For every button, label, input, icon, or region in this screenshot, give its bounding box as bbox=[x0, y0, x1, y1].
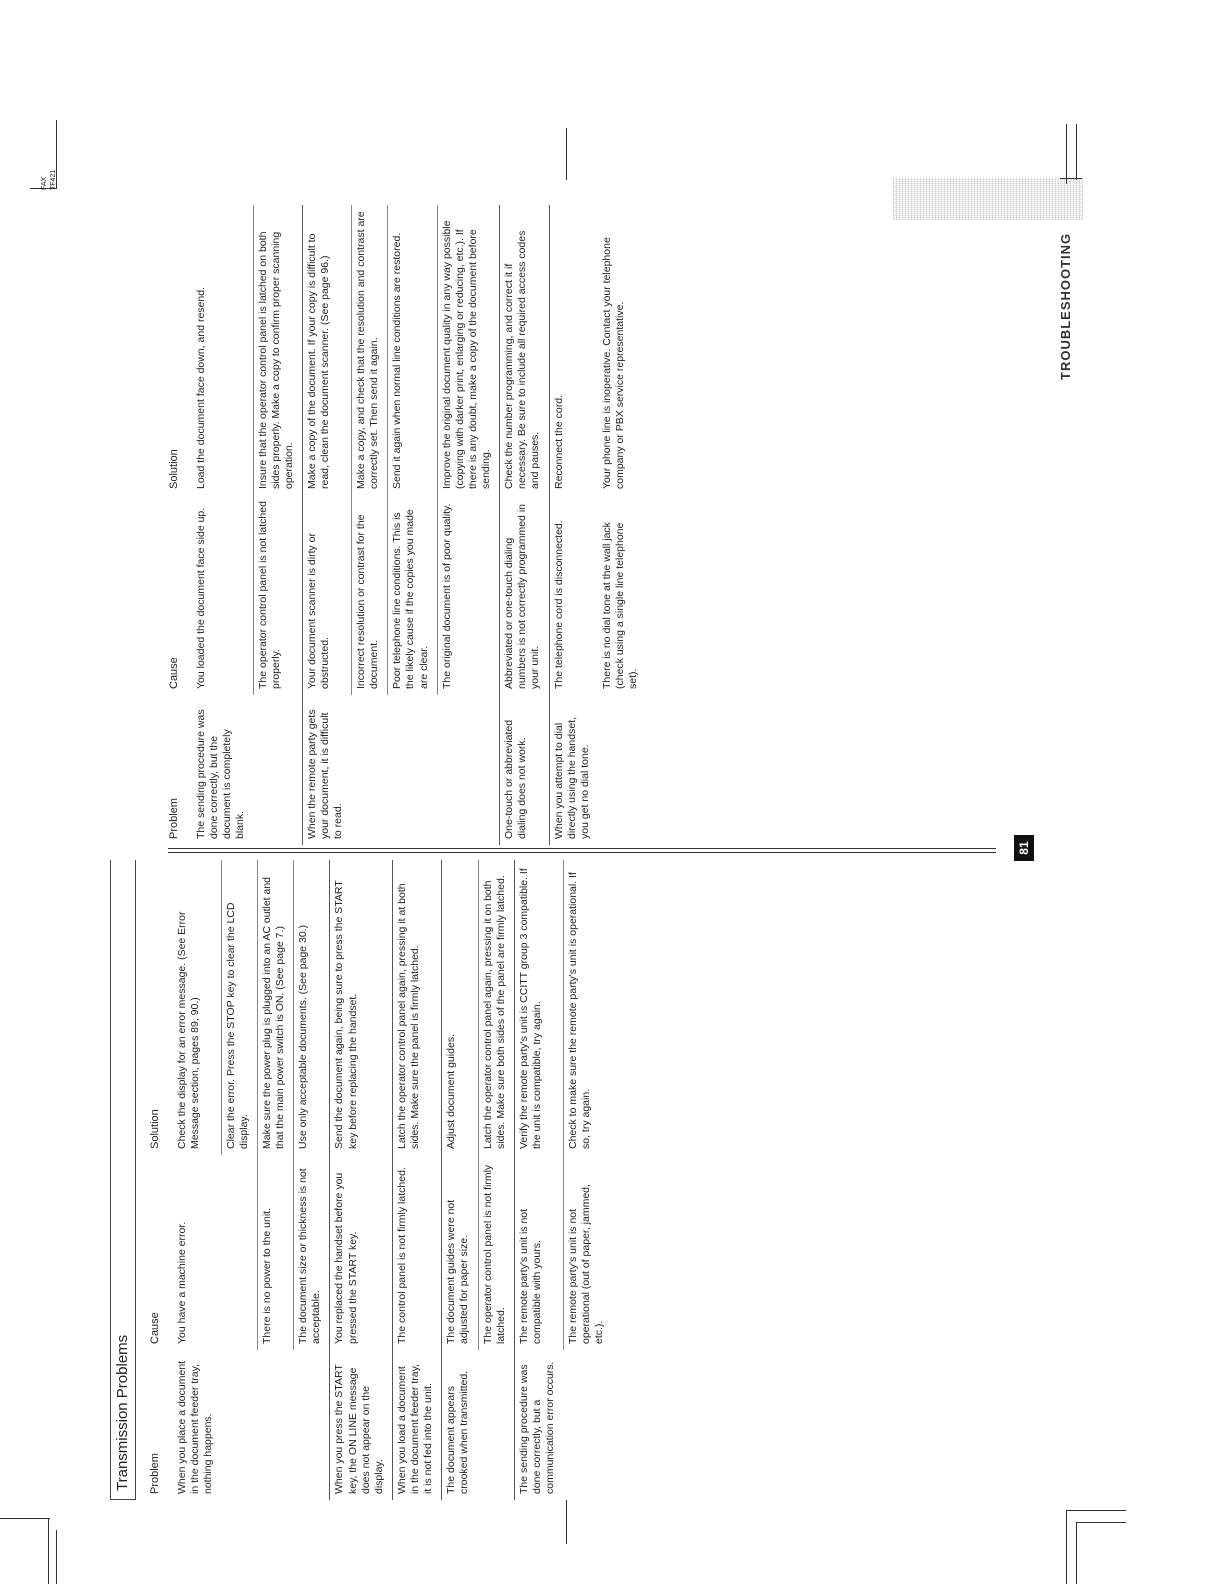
table-row bbox=[549, 205, 598, 845]
problem-cell: One-touch or abbreviated dialing does not work. bbox=[500, 695, 549, 845]
cause-cell: You replaced the handset before you pressed the START key. bbox=[330, 1155, 393, 1350]
cause-cell: The operator control panel is not latched properly. bbox=[253, 495, 302, 695]
table-row bbox=[442, 860, 478, 1500]
table-row bbox=[294, 860, 330, 1500]
table-row bbox=[478, 860, 514, 1500]
problem-cell bbox=[221, 1350, 257, 1500]
header-problem: Problem bbox=[149, 1453, 161, 1494]
corner-mark-bottom-left bbox=[0, 1510, 58, 1584]
solution-cell: Improve the original document quality in any way possible (copying with darker print, enlarging or reducing, etc.). If there is any doubt, make a copy of the document before sending. bbox=[437, 205, 500, 495]
cause-cell: There is no dial tone at the wall jack (check using a single line telephone set). bbox=[600, 522, 640, 689]
cause-cell: The remote party's unit is not operational (out of paper, jammed, etc.). bbox=[563, 1155, 612, 1350]
troubleshooting-tab bbox=[893, 178, 1083, 220]
solution-cell: Check the number programming, and correct it if necessary. Be sure to include all required access codes and pauses. bbox=[500, 205, 549, 495]
cause-cell: You have a machine error. bbox=[175, 1221, 188, 1344]
table-row bbox=[352, 205, 388, 845]
problem-cell bbox=[563, 1350, 612, 1500]
problem-cell bbox=[478, 1350, 514, 1500]
solution-cell: Adjust document guides. bbox=[442, 860, 478, 1155]
problem-cell bbox=[257, 1350, 293, 1500]
solution-cell: Load the document face down, and resend. bbox=[194, 287, 207, 489]
cause-cell: Incorrect resolution or contrast for the document. bbox=[352, 495, 388, 695]
solution-cell: Latch the operator control panel again, pressing it at both sides. Make sure the panel is firmly latched. bbox=[392, 860, 441, 1155]
table-row bbox=[388, 205, 437, 845]
problem-cell: When you attempt to dial directly using the handset, you get no dial tone. bbox=[549, 695, 598, 845]
solution-cell: Send it again when normal line conditions are restored. bbox=[388, 205, 437, 495]
table-row bbox=[221, 860, 257, 1500]
problem-cell: When you press the START key, the ON LINE message does not appear on the display. bbox=[330, 1350, 393, 1500]
cause-cell: Poor telephone line conditions. This is the likely cause if the copies you made are clear. bbox=[388, 495, 437, 695]
cause-cell: The operator control panel is not firmly latched. bbox=[478, 1155, 514, 1350]
problem-cell bbox=[294, 1350, 330, 1500]
cause-cell: The document size or thickness is not acceptable. bbox=[294, 1155, 330, 1350]
corner-label: TF421 bbox=[50, 169, 57, 190]
right-troubleshooting-table bbox=[165, 205, 646, 845]
cause-cell: The remote party's unit is not compatible with yours. bbox=[514, 1155, 563, 1350]
problem-cell: The sending procedure was done correctly, but a communication error occurs. bbox=[514, 1350, 563, 1500]
problem-cell: The document appears crooked when transmitted. bbox=[442, 1350, 478, 1500]
side-tab-label: TROUBLESHOOTING bbox=[1058, 232, 1073, 380]
table-row bbox=[437, 205, 500, 845]
cause-cell: There is no power to the unit. bbox=[257, 1155, 293, 1350]
solution-cell: Use only acceptable documents. (See page 30.) bbox=[294, 860, 330, 1155]
problem-cell: The sending procedure was done correctly, but the document is completely blank. bbox=[194, 709, 247, 839]
problem-cell bbox=[352, 695, 388, 845]
table-row bbox=[257, 860, 293, 1500]
table-row bbox=[514, 860, 563, 1500]
table-row bbox=[563, 860, 612, 1500]
page-number: 81 bbox=[1017, 841, 1031, 855]
section-title-box bbox=[110, 860, 136, 1500]
cause-cell: Your document scanner is dirty or obstructed. bbox=[303, 495, 352, 695]
problem-cell: When you load a document in the document feeder tray, it is not fed into the unit. bbox=[392, 1350, 441, 1500]
problem-cell: When the remote party gets your document, it is difficult to read. bbox=[303, 695, 352, 845]
solution-cell: Verify the remote party's unit is CCITT group 3 compatible. If the unit is compatible, try again. bbox=[514, 860, 563, 1155]
header-solution: Solution bbox=[168, 449, 180, 489]
solution-cell: Make a copy, and check that the resolution and contrast are correctly set. Then send it again. bbox=[352, 205, 388, 495]
problem-cell bbox=[388, 695, 437, 845]
solution-cell: Check the display for an error message. (See Error Message section, pages 89, 90.) bbox=[175, 911, 201, 1149]
header-solution: Solution bbox=[149, 1109, 161, 1149]
solution-cell: Latch the operator control panel again, pressing it on both sides. Make sure both sides of the panel are firmly latched. bbox=[478, 860, 514, 1155]
header-cause: Cause bbox=[168, 657, 180, 689]
table-row bbox=[500, 205, 549, 845]
header-cause: Cause bbox=[149, 1312, 161, 1344]
table-row bbox=[303, 205, 352, 845]
cause-cell: You loaded the document face side up. bbox=[194, 507, 207, 689]
problem-cell bbox=[437, 695, 500, 845]
problem-cell bbox=[253, 695, 302, 845]
solution-cell: Insure that the operator control panel is latched on both sides properly. Make a copy to confirm proper scanning operation. bbox=[253, 205, 302, 495]
corner-mark-bottom-right bbox=[1060, 1508, 1130, 1584]
solution-cell: Your phone line is inoperative. Contact your telephone company or PBX service representative. bbox=[600, 237, 626, 489]
table-row bbox=[253, 205, 302, 845]
table-row bbox=[392, 860, 441, 1500]
column-divider bbox=[168, 852, 996, 853]
solution-cell: Make sure the power plug is plugged into an AC outlet and that the main power switch is ON. (See page 7.) bbox=[257, 860, 293, 1155]
solution-cell: Reconnect the cord. bbox=[549, 205, 598, 495]
margin-rule bbox=[566, 128, 567, 180]
header-problem: Problem bbox=[168, 798, 180, 839]
table-row bbox=[192, 205, 254, 845]
table-row bbox=[330, 860, 393, 1500]
solution-cell: Clear the error. Press the STOP key to clear the LCD display. bbox=[221, 860, 257, 1155]
cause-cell: Abbreviated or one-touch dialing numbers is not correctly programmed in your unit. bbox=[500, 495, 549, 695]
cause-cell: The control panel is not firmly latched. bbox=[392, 1155, 441, 1350]
solution-cell: Make a copy of the document. If your copy is difficult to read, clean the document scanner. (See page 96.) bbox=[303, 205, 352, 495]
solution-cell: Send the document again, being sure to press the START key before replacing the handset. bbox=[330, 860, 393, 1155]
solution-cell: Check to make sure the remote party's unit is operational. If so, try again. bbox=[563, 860, 612, 1155]
problem-cell bbox=[598, 695, 646, 845]
table-row bbox=[173, 860, 221, 1500]
left-troubleshooting-table bbox=[146, 860, 612, 1500]
table-row bbox=[598, 205, 646, 845]
margin-rule bbox=[566, 1500, 567, 1544]
cause-cell bbox=[221, 1155, 257, 1350]
column-divider bbox=[168, 848, 996, 849]
section-title: Transmission Problems bbox=[114, 1334, 131, 1491]
cause-cell: The telephone cord is disconnected. bbox=[549, 495, 598, 695]
cause-cell: The original document is of poor quality. bbox=[437, 495, 500, 695]
problem-cell: When you place a document in the document feeder tray, nothing happens. bbox=[175, 1360, 214, 1494]
cause-cell: The document guides were not adjusted for paper size. bbox=[442, 1155, 478, 1350]
corner-label: FAX bbox=[41, 176, 48, 190]
